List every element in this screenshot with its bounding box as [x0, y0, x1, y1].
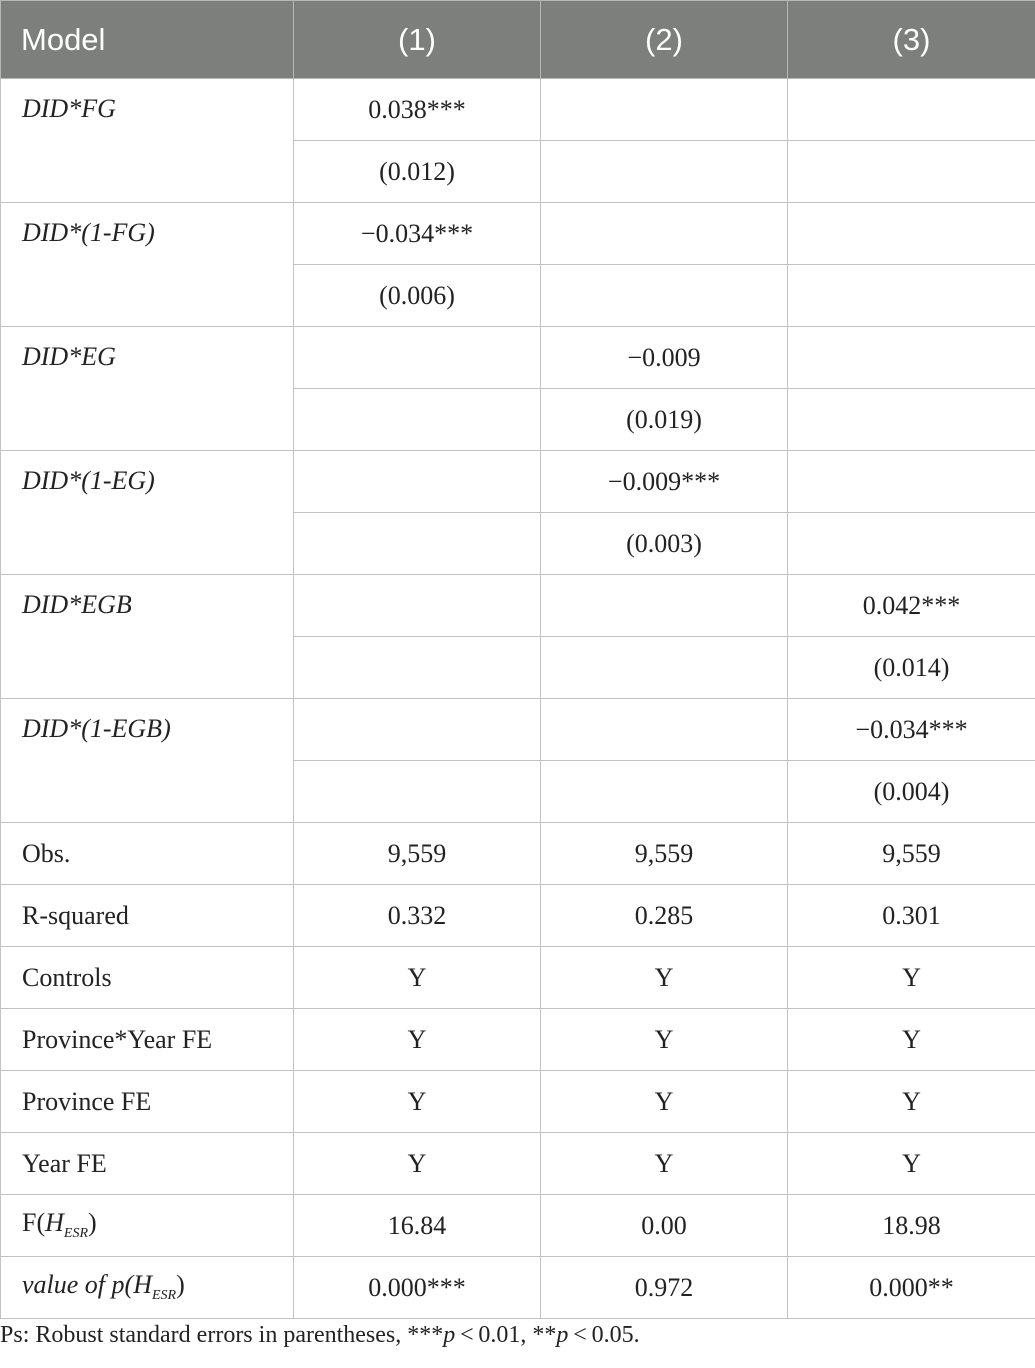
table-row: [1, 1257, 1035, 1319]
std-error-cell: (0.006): [294, 265, 541, 327]
coefficient-cell: 0.042***: [788, 575, 1035, 637]
footnote-p-symbol: p: [443, 1322, 456, 1348]
footnote-threshold-1: < 0.01, **: [455, 1322, 557, 1348]
row-label: Controls: [1, 947, 294, 1009]
coefficient-cell: [294, 575, 541, 637]
label-prefix: value of p(: [22, 1270, 134, 1299]
std-error-cell: [541, 141, 788, 203]
row-label: R-squared: [1, 885, 294, 947]
row-label: DID*(1-EGB): [1, 699, 294, 823]
value-cell: 0.332: [294, 885, 541, 947]
table-row: [1, 1071, 1035, 1133]
coefficient-cell: [541, 575, 788, 637]
value-cell: Y: [788, 1133, 1035, 1195]
table-row: [1, 451, 1035, 513]
row-label: DID*FG: [1, 79, 294, 203]
std-error-cell: [294, 389, 541, 451]
header-row: [1, 1, 1035, 79]
value-cell: 9,559: [788, 823, 1035, 885]
row-label: DID*EGB: [1, 575, 294, 699]
value-cell: 0.00: [541, 1195, 788, 1257]
value-cell: 0.301: [788, 885, 1035, 947]
footnote: [0, 1322, 640, 1349]
value-cell: Y: [541, 1133, 788, 1195]
header-col-2: (2): [541, 1, 788, 79]
std-error-cell: [294, 637, 541, 699]
std-error-cell: (0.019): [541, 389, 788, 451]
coefficient-cell: [541, 203, 788, 265]
header-model: Model: [1, 1, 294, 79]
footnote-prefix: Ps: Robust standard errors in parentheses, ***: [0, 1322, 444, 1348]
label-subscript: ESR: [151, 1288, 177, 1303]
value-cell: 0.000***: [294, 1257, 541, 1319]
value-cell: Y: [294, 1009, 541, 1071]
table-row: [1, 327, 1035, 389]
row-label: DID*(1-EG): [1, 451, 294, 575]
footnote-threshold-2: < 0.05.: [568, 1322, 640, 1348]
coefficient-cell: 0.038***: [294, 79, 541, 141]
coefficient-cell: [541, 699, 788, 761]
std-error-cell: [788, 513, 1035, 575]
value-cell: 9,559: [541, 823, 788, 885]
std-error-cell: [788, 389, 1035, 451]
row-label: DID*EG: [1, 327, 294, 451]
coefficient-cell: [541, 79, 788, 141]
label-suffix: ): [176, 1270, 185, 1299]
value-cell: 18.98: [788, 1195, 1035, 1257]
std-error-cell: (0.003): [541, 513, 788, 575]
table-body: [1, 79, 1035, 1319]
value-cell: 0.972: [541, 1257, 788, 1319]
std-error-cell: [294, 761, 541, 823]
row-label: [1, 1257, 294, 1319]
std-error-cell: (0.014): [788, 637, 1035, 699]
value-cell: Y: [294, 1133, 541, 1195]
value-cell: Y: [541, 1071, 788, 1133]
footnote-p-symbol: p: [556, 1322, 569, 1348]
value-cell: Y: [788, 1009, 1035, 1071]
label-subscript: ESR: [63, 1226, 89, 1241]
std-error-cell: [541, 637, 788, 699]
label-variable: H: [45, 1208, 64, 1237]
value-cell: 9,559: [294, 823, 541, 885]
coefficient-cell: [294, 699, 541, 761]
std-error-cell: [788, 265, 1035, 327]
coefficient-cell: [788, 327, 1035, 389]
value-cell: Y: [788, 1071, 1035, 1133]
table-row: [1, 823, 1035, 885]
std-error-cell: [541, 265, 788, 327]
row-label: Obs.: [1, 823, 294, 885]
label-prefix: F(: [22, 1208, 46, 1237]
table-row: [1, 203, 1035, 265]
coefficient-cell: [294, 327, 541, 389]
std-error-cell: [294, 513, 541, 575]
std-error-cell: (0.012): [294, 141, 541, 203]
value-cell: Y: [294, 947, 541, 1009]
row-label: DID*(1-FG): [1, 203, 294, 327]
row-label: Year FE: [1, 1133, 294, 1195]
header-col-3: (3): [788, 1, 1035, 79]
table-row: [1, 79, 1035, 141]
value-cell: Y: [294, 1071, 541, 1133]
std-error-cell: [788, 141, 1035, 203]
table-row: [1, 1195, 1035, 1257]
std-error-cell: (0.004): [788, 761, 1035, 823]
coefficient-cell: −0.034***: [788, 699, 1035, 761]
value-cell: Y: [541, 947, 788, 1009]
value-cell: 16.84: [294, 1195, 541, 1257]
header-col-1: (1): [294, 1, 541, 79]
table-row: [1, 885, 1035, 947]
table-row: [1, 947, 1035, 1009]
table-row: [1, 1133, 1035, 1195]
coefficient-cell: −0.009: [541, 327, 788, 389]
value-cell: 0.000**: [788, 1257, 1035, 1319]
coefficient-cell: [788, 451, 1035, 513]
coefficient-cell: −0.034***: [294, 203, 541, 265]
coefficient-cell: [788, 203, 1035, 265]
table-row: [1, 699, 1035, 761]
value-cell: Y: [788, 947, 1035, 1009]
value-cell: 0.285: [541, 885, 788, 947]
coefficient-cell: −0.009***: [541, 451, 788, 513]
row-label: Province*Year FE: [1, 1009, 294, 1071]
std-error-cell: [541, 761, 788, 823]
table-row: [1, 1009, 1035, 1071]
row-label: [1, 1195, 294, 1257]
coefficient-cell: [788, 79, 1035, 141]
value-cell: Y: [541, 1009, 788, 1071]
row-label: Province FE: [1, 1071, 294, 1133]
label-suffix: ): [88, 1208, 97, 1237]
table-row: [1, 575, 1035, 637]
coefficient-cell: [294, 451, 541, 513]
label-variable: H: [133, 1270, 152, 1299]
